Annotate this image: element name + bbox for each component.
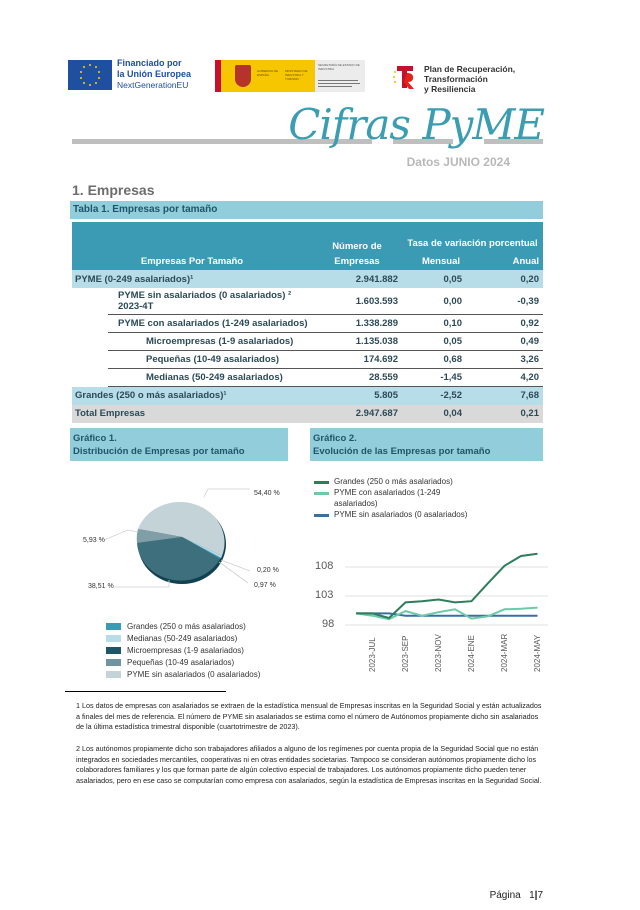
row-mensual: 0,05: [402, 333, 480, 351]
x-tick: 2024-ENE: [467, 635, 476, 672]
row-mensual: 0,00: [402, 288, 480, 315]
table-row: [72, 288, 543, 315]
prtr-line1: Plan de Recuperación,: [424, 64, 516, 74]
legend-label: PYME sin asalariados (0 asalariados): [334, 510, 468, 519]
legend-label: Pequeñas (10-49 asalariados): [127, 657, 235, 667]
x-tick: 2023-JUL: [368, 637, 377, 672]
pie-label-grandes: 0,20 %: [257, 567, 279, 574]
secretaria-panel: [315, 60, 365, 92]
legend-swatch: [106, 635, 121, 642]
pie-label-micro: 38,51 %: [88, 583, 114, 590]
x-tick: 2023-SEP: [401, 635, 410, 672]
section-title: 1. Empresas: [72, 182, 155, 198]
table-row: [72, 315, 543, 333]
row-empresas: 1.338.289: [312, 315, 402, 333]
header-category: Empresas Por Tamaño: [72, 252, 312, 270]
table-row: [72, 270, 543, 288]
table-row-total: [72, 405, 543, 423]
eu-line2: la Unión Europea: [117, 69, 192, 79]
page-number: [490, 890, 543, 901]
chart2-caption-line1: Gráfico 2.: [313, 433, 357, 444]
row-anual: 3,26: [480, 351, 543, 369]
row-mensual: 0,05: [402, 270, 480, 288]
legend-item: [314, 509, 514, 520]
pie-label-pyme-sin: 54,40 %: [254, 490, 280, 497]
prtr-line2: Transformación: [424, 74, 488, 84]
legend-label: Grandes (250 o más asalariados): [127, 621, 246, 631]
legend-line: [314, 514, 329, 517]
document-subtitle: Datos JUNIO 2024: [406, 155, 510, 169]
eu-line3: NextGenerationEU: [117, 80, 189, 90]
table-row: [72, 351, 543, 369]
row-empresas: 5.805: [312, 387, 402, 405]
row-label: PYME con asalariados (1-249 asalariados): [108, 315, 312, 333]
chart1-caption-line2: Distribución de Empresas por tamaño: [73, 446, 245, 457]
chart2-caption: [310, 428, 543, 461]
row-label: Grandes (250 o más asalariados)¹: [72, 387, 312, 405]
legend-item: [314, 476, 514, 487]
row-anual: -0,39: [480, 288, 543, 315]
row-anual: 0,49: [480, 333, 543, 351]
legend-label: Medianas (50-249 asalariados): [127, 633, 238, 643]
pie-legend: [106, 620, 260, 680]
header-spacer: [72, 222, 312, 252]
row-mensual: 0,04: [402, 405, 480, 423]
y-tick: 108: [315, 560, 334, 572]
x-tick: 2023-NOV: [434, 634, 443, 672]
row-empresas: 28.559: [312, 369, 402, 387]
legend-line: [314, 492, 329, 495]
eu-funding-label: [117, 58, 191, 91]
page-current: 1: [529, 890, 535, 901]
header-logos: [68, 58, 548, 98]
legend-item: [106, 632, 260, 644]
empresas-table: [72, 222, 543, 423]
y-tick: 103: [315, 589, 334, 601]
legend-label: PYME sin asalariados (0 asalariados): [127, 669, 261, 679]
eu-line1: Financiado por: [117, 58, 182, 68]
header-annual: Anual: [480, 252, 543, 270]
row-anual: 7,68: [480, 387, 543, 405]
page-total: 7: [537, 890, 543, 901]
row-anual: 0,21: [480, 405, 543, 423]
row-mensual: 0,68: [402, 351, 480, 369]
table-row: [72, 387, 543, 405]
gobierno-text: GOBIERNO DE ESPAÑA: [257, 69, 279, 77]
line-legend: [314, 476, 514, 520]
x-tick: 2024-MAY: [533, 634, 542, 672]
legend-label: Microempresas (1-9 asalariados): [127, 645, 244, 655]
chart1-caption-line1: Gráfico 1.: [73, 433, 117, 444]
legend-item: [106, 620, 260, 632]
page-separator: |: [534, 890, 538, 901]
gobierno-espana-logo: [215, 60, 365, 92]
prtr-r-icon: [393, 64, 415, 90]
x-tick: 2024-MAR: [500, 633, 509, 672]
header-number-line2: Empresas: [312, 252, 402, 270]
row-mensual: 0,10: [402, 315, 480, 333]
row-anual: 0,92: [480, 315, 543, 333]
row-label: Medianas (50-249 asalariados): [108, 369, 312, 387]
legend-swatch: [106, 671, 121, 678]
footnote-2: 2 Los autónomos propiamente dicho son trabajadores afiliados a alguno de los regímenes por cuenta propia de la Seguridad Social que no están integrados en sociedades mercantiles, cooperativas ni en otras entidades societarias. Tampoco se consideran autónomos propiamente dicho los colaboradores familiares y los que forman parte de algún colectivo especial de trabajadores. Los autónomos propiamente dicho pueden tener asalariados, pero en ese caso se computarían como empresa con asalariados, según la estadística de Empresas inscritas en la Seguridad Social.: [76, 744, 542, 785]
table-caption: Tabla 1. Empresas por tamaño: [70, 201, 543, 219]
gobierno-panel: [221, 60, 315, 92]
row-anual: 0,20: [480, 270, 543, 288]
document-title: Cifras PyME: [288, 100, 544, 149]
row-label: Total Empresas: [72, 405, 312, 423]
ministerio-text: MINISTERIO DE INDUSTRIA Y TURISMO: [285, 69, 308, 81]
row-label: PYME sin asalariados (0 asalariados) ² 2023-4T: [108, 288, 312, 315]
page-label: Página: [489, 890, 521, 901]
row-empresas: 174.692: [312, 351, 402, 369]
header-rate-group: Tasa de variación porcentual: [402, 222, 543, 252]
row-empresas: 2.941.882: [312, 270, 402, 288]
pie-label-medianas: 0,97 %: [254, 582, 276, 589]
header-monthly: Mensual: [402, 252, 480, 270]
row-label: PYME (0-249 asalariados)¹: [72, 270, 312, 288]
chart1-caption: [70, 428, 288, 461]
legend-swatch: [106, 623, 121, 630]
legend-swatch: [106, 647, 121, 654]
legend-label: PYME con asalariados (1-249 asalariados): [334, 488, 441, 508]
legend-item: [106, 656, 260, 668]
legend-swatch: [106, 659, 121, 666]
footnote-divider: [65, 691, 226, 692]
secretaria-text: SECRETARÍA DE ESTADO DE INDUSTRIA: [318, 63, 360, 71]
y-tick: 98: [322, 618, 335, 630]
row-empresas: 1.135.038: [312, 333, 402, 351]
prtr-line3: y Resiliencia: [424, 84, 476, 94]
legend-item: [314, 487, 444, 509]
eu-flag-icon: [68, 60, 112, 90]
legend-line: [314, 481, 329, 484]
chart2-caption-line2: Evolución de las Empresas por tamaño: [313, 446, 491, 457]
row-empresas: 2.947.687: [312, 405, 402, 423]
table-row: [72, 369, 543, 387]
row-label: Microempresas (1-9 asalariados): [108, 333, 312, 351]
table-row: [72, 333, 543, 351]
row-empresas: 1.603.593: [312, 288, 402, 315]
header-number-line1: Número de: [312, 222, 402, 252]
row-mensual: -2,52: [402, 387, 480, 405]
legend-item: [106, 644, 260, 656]
footnote-1: 1 Los datos de empresas con asalariados se extraen de la estadística mensual de Empresas inscritas en la Seguridad Social y están actualizados a finales del mes de referencia. El número de PYME sin asalariados se estima como el número de Autónomos propiamente dicho sin asalariados de la última estadística trimestral disponible (cuartotrimestre de 2023).: [76, 701, 542, 731]
row-anual: 4,20: [480, 369, 543, 387]
coat-of-arms-icon: [235, 65, 251, 87]
prtr-label: [424, 64, 515, 94]
legend-item: [106, 668, 260, 680]
row-label: Pequeñas (10-49 asalariados): [108, 351, 312, 369]
row-mensual: -1,45: [402, 369, 480, 387]
legend-label: Grandes (250 o más asalariados): [334, 477, 453, 486]
pie-label-pequenas: 5,93 %: [83, 537, 105, 544]
